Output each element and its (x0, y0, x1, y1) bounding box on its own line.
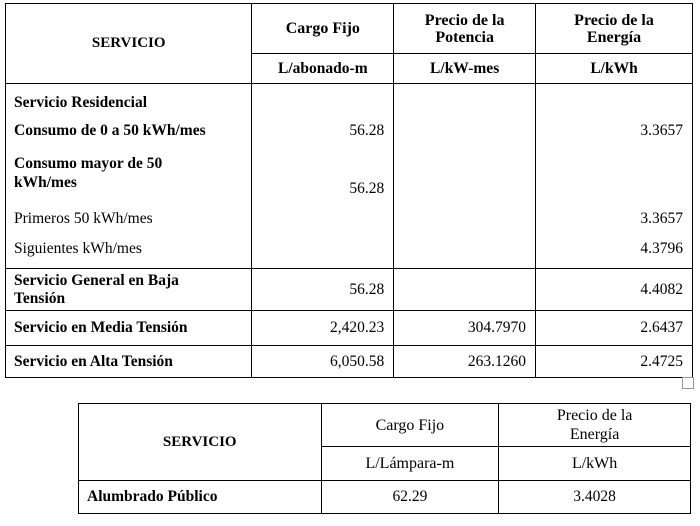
consumo-0-50-energia: 3.3657 (640, 122, 683, 139)
consumo-0-50-label: Consumo de 0 a 50 kWh/mes (14, 122, 206, 139)
header-precio-energia-2-text: Precio de la Energía (556, 407, 633, 443)
header-cargo-fijo: Cargo Fijo (252, 4, 394, 54)
tariff-table-alumbrado (78, 403, 691, 514)
siguientes-energia: 4.3796 (640, 240, 683, 257)
residential-title: Servicio Residencial (14, 94, 148, 111)
row-energia: 2.4725 (536, 346, 693, 378)
header-precio-potencia-text: Precio de la Potencia (424, 11, 505, 46)
row-label: Servicio en Alta Tensión (6, 346, 252, 378)
alumbrado-label: Alumbrado Público (79, 481, 322, 514)
row-energia: 2.6437 (536, 311, 693, 346)
alumbrado-cargo: 62.29 (321, 481, 499, 514)
table-row (79, 481, 691, 514)
consumo-mayor-label: Consumo mayor de 50 kWh/mes (14, 155, 163, 191)
residential-energia (536, 84, 693, 269)
tariff-table-main (5, 3, 693, 378)
alumbrado-energia: 3.4028 (499, 481, 691, 514)
header-precio-energia-2 (499, 404, 691, 447)
row-cargo: 2,420.23 (252, 311, 394, 346)
row-potencia: 304.7970 (394, 311, 536, 346)
row-potencia: 263.1260 (394, 346, 536, 378)
header-precio-energia (536, 4, 693, 54)
unit-precio-energia-2: L/kWh (499, 447, 691, 481)
primeros-energia: 3.3657 (640, 210, 683, 227)
header-precio-potencia (394, 4, 536, 54)
unit-precio-potencia: L/kW-mes (394, 54, 536, 84)
residential-potencia (394, 84, 536, 269)
table-end-marker (682, 377, 694, 389)
unit-cargo-fijo: L/abonado-m (252, 54, 394, 84)
unit-precio-energia: L/kWh (536, 54, 693, 84)
residential-group-row (6, 84, 693, 269)
consumo-0-50-cargo: 56.28 (349, 122, 385, 139)
residential-cargo (252, 84, 394, 269)
header-precio-energia-text: Precio de la Energía (574, 11, 654, 46)
table-row (6, 269, 693, 311)
table-row (6, 346, 693, 378)
header-cargo-fijo-2: Cargo Fijo (321, 404, 499, 447)
header-servicio-2: SERVICIO (79, 404, 322, 481)
row-label-text: Servicio General en Baja Tensión (14, 271, 179, 307)
row-potencia (394, 269, 536, 311)
siguientes-label: Siguientes kWh/mes (14, 240, 142, 257)
unit-cargo-fijo-2: L/Lámpara-m (321, 447, 499, 481)
row-cargo: 56.28 (252, 269, 394, 311)
primeros-label: Primeros 50 kWh/mes (14, 210, 153, 227)
row-energia: 4.4082 (536, 269, 693, 311)
header-servicio: SERVICIO (6, 4, 252, 84)
row-cargo: 6,050.58 (252, 346, 394, 378)
residential-labels (6, 84, 252, 269)
row-label (6, 269, 252, 311)
table-row (6, 311, 693, 346)
row-label: Servicio en Media Tensión (6, 311, 252, 346)
consumo-mayor-cargo: 56.28 (349, 180, 385, 197)
